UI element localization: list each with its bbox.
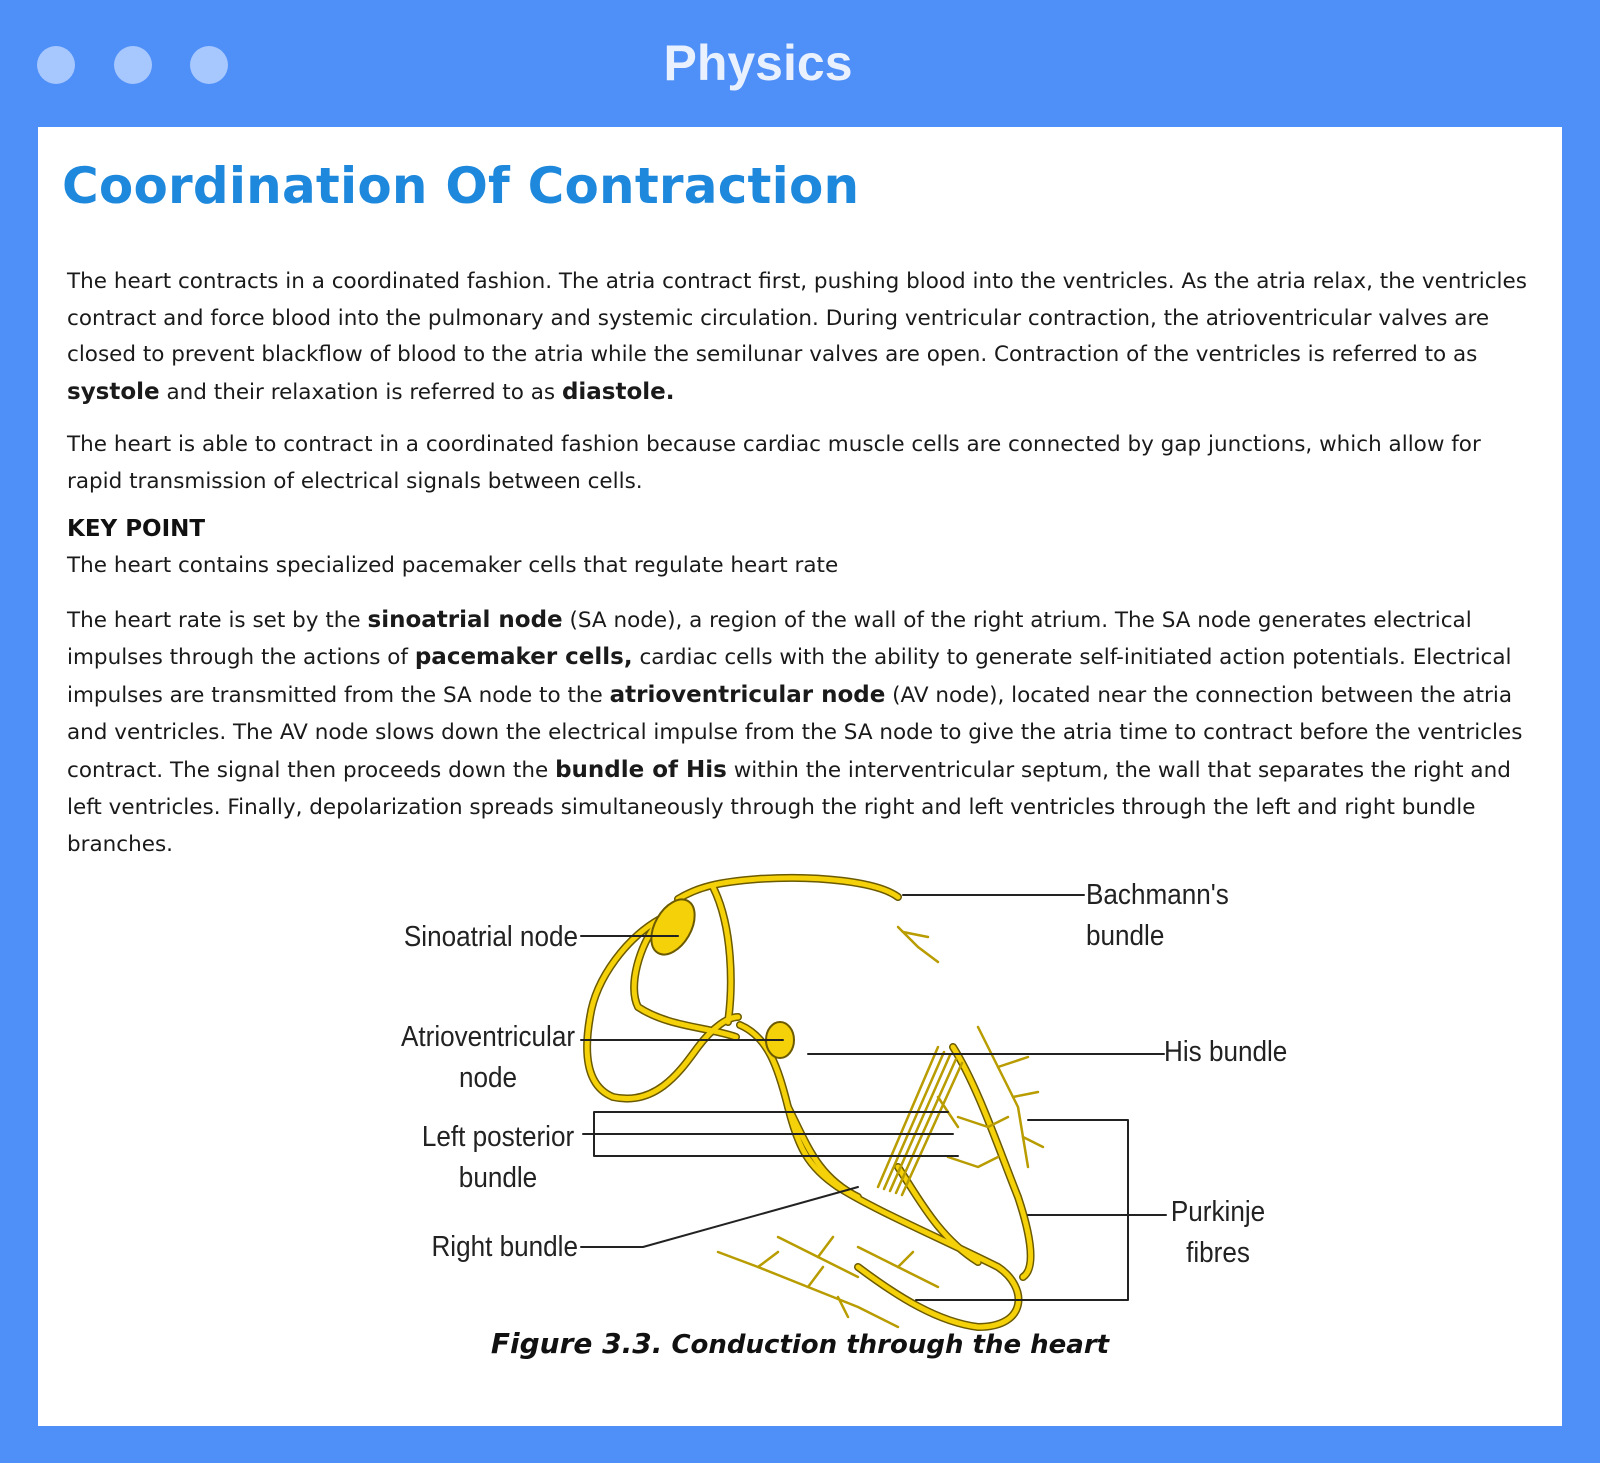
term-pacemaker-cells: pacemaker cells, — [414, 644, 633, 671]
term-systole: systole — [67, 378, 160, 405]
label-av-node-line1: Atrioventricular — [400, 1021, 576, 1053]
paragraph-heart-rate — [67, 602, 1537, 864]
label-av-node — [398, 1017, 578, 1099]
label-right-bundle: Right bundle — [431, 1231, 578, 1263]
label-bachmann-line2: bundle — [1086, 920, 1165, 952]
key-point-heading: KEY POINT — [67, 516, 206, 542]
caption-text: Conduction through the heart — [662, 1330, 1110, 1360]
label-left-posterior-line1: Left posterior — [421, 1121, 575, 1153]
p3-text-2: (SA node), a region of the wall of the right atrium. The SA node generates electrical impulses through the actions of — [67, 608, 1472, 671]
p3-text-5: within the interventricular septum, the wall that separates the right and left ventricles. Finally, depolarization spreads simultaneously through the right and left ventricles through the left and right bundle branches. — [67, 757, 1511, 858]
leader-lines — [581, 895, 1166, 1300]
conduction-figure — [338, 867, 1298, 1337]
label-sinoatrial-node: Sinoatrial node — [403, 921, 578, 953]
window-title: Physics — [663, 35, 853, 91]
p3-text-1: The heart rate is set by the — [67, 608, 368, 633]
label-av-node-line2: node — [458, 1062, 518, 1094]
label-purkinje-line1: Purkinje — [1170, 1196, 1266, 1228]
label-bachmann-line1: Bachmann's — [1086, 879, 1229, 911]
key-point-text: The heart contains specialized pacemaker cells that regulate heart rate — [67, 553, 839, 578]
term-bundle-of-his: bundle of His — [555, 756, 727, 783]
p3-text-4: (AV node), located near the connection between the atria and ventricles. The AV node slows down the electrical impulse from the SA node to give the atria time to contract before the ventricles contract. The signal then proceeds down the — [67, 682, 1523, 783]
p3-text-3: cardiac cells with the ability to generate self-initiated action potentials. Electrical impulses are transmitted from the SA node to the — [67, 645, 1512, 708]
label-purkinje-fibres — [1164, 1192, 1272, 1274]
label-purkinje-line2: fibres — [1186, 1237, 1250, 1269]
caption-prefix: Figure 3.3. — [490, 1327, 663, 1360]
page-title: Coordination Of Contraction — [62, 157, 860, 215]
label-left-posterior-bundle — [408, 1117, 588, 1199]
label-his-bundle: His bundle — [1164, 1036, 1288, 1068]
p1-text: The heart contracts in a coordinated fashion. The atria contract first, pushing blood into the ventricles. As the atria relax, the ventricles contract and force blood into the pulmonary and systemic circulation. During ventricular contraction, the atrioventricular valves are closed to prevent blackflow of blood to the atria while the semilunar valves are open. Contraction of the ventricles is referred to as — [67, 269, 1527, 367]
figure-caption — [38, 1327, 1562, 1360]
paragraph-contraction — [67, 264, 1537, 411]
title-bar — [0, 0, 1600, 128]
label-left-posterior-line2: bundle — [458, 1162, 538, 1194]
term-diastole: diastole. — [561, 378, 675, 405]
label-bachmanns-bundle — [1086, 875, 1275, 957]
content-panel — [38, 127, 1562, 1426]
term-av-node: atrioventricular node — [609, 681, 886, 708]
p1-mid: and their relaxation is referred to as — [159, 379, 562, 405]
paragraph-gap-junctions: The heart is able to contract in a coordinated fashion because cardiac muscle cells are connected by gap junctions, which allow for rapid transmission of electrical signals between cells. — [67, 432, 1481, 494]
term-sinoatrial-node: sinoatrial node — [367, 607, 563, 633]
